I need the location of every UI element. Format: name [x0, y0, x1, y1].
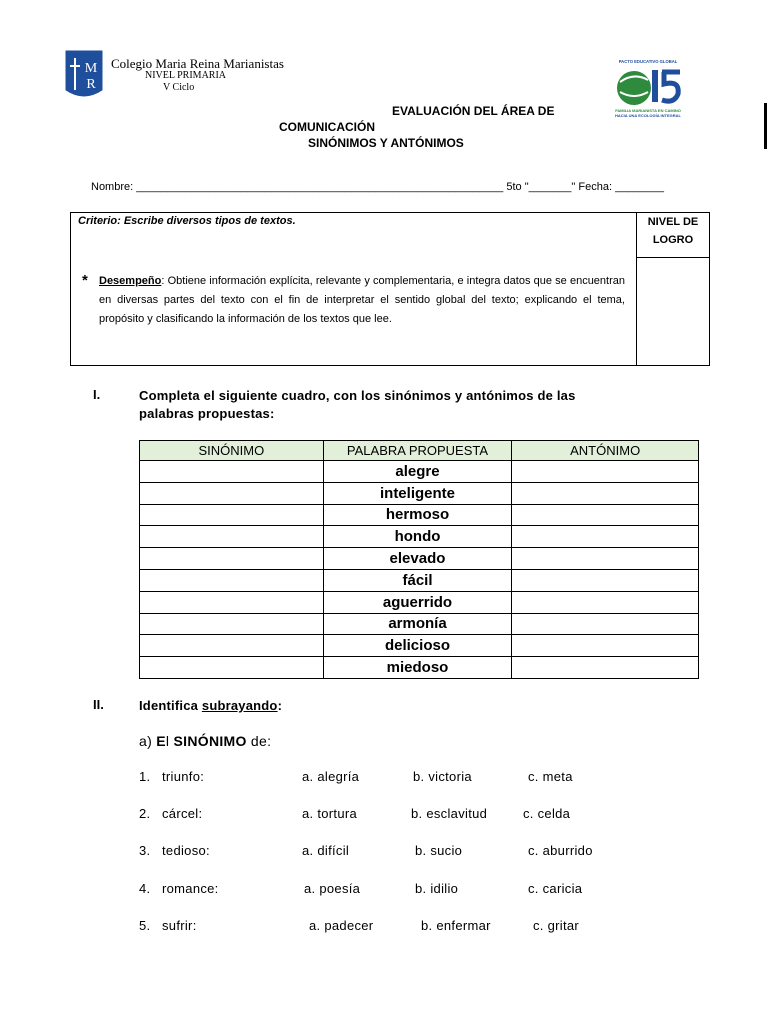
desempeno-text: : Obtiene información explícita, relevante y complementaria, e integra datos que se encuentran en diversas partes del texto con el fin de interpretar el sentido global del texto; explicando el tema, propósito y clasificando la información de los textos que lee. [99, 275, 625, 325]
table-row [140, 657, 699, 679]
question-number: 5. [139, 918, 151, 933]
section-2-instruction-text: Identifica [139, 698, 199, 713]
desempeno-paragraph [99, 272, 625, 329]
table-row [140, 569, 699, 591]
proposed-word: alegre [323, 461, 512, 483]
option-a[interactable]: a. tortura [302, 806, 358, 821]
option-b[interactable]: b. esclavitud [411, 806, 488, 821]
option-b[interactable]: b. victoria [413, 769, 472, 784]
antonym-cell[interactable] [512, 504, 699, 526]
criterio-text: Criterio: Escribe diversos tipos de textos. [78, 215, 296, 227]
section-2-instruction-underlined: subrayando [201, 698, 278, 713]
part-a-l: l [165, 733, 170, 749]
part-a-heading [139, 733, 271, 749]
table-row [140, 548, 699, 570]
antonym-cell[interactable] [512, 635, 699, 657]
logo-letter-r: R [86, 77, 96, 92]
question-word: romance: [162, 881, 219, 896]
question-word: cárcel: [162, 806, 203, 821]
synonym-cell[interactable] [140, 613, 324, 635]
synonym-cell[interactable] [140, 548, 324, 570]
option-a[interactable]: a. padecer [309, 918, 374, 933]
table-row [140, 591, 699, 613]
section-1-instruction-line-2: palabras propuestas: [139, 406, 275, 421]
synonym-cell[interactable] [140, 657, 324, 679]
proposed-word: fácil [323, 569, 512, 591]
table-row [140, 482, 699, 504]
school-cycle: V Ciclo [163, 82, 195, 93]
logo-letter-m: M [84, 61, 98, 76]
section-2-number: II. [93, 697, 104, 712]
table-row [140, 504, 699, 526]
table-row [140, 461, 699, 483]
antonym-cell[interactable] [512, 548, 699, 570]
student-info-line: Nombre: ____________________________________________________________ 5to "_______" Fecha: ________ [91, 181, 665, 193]
pacto-educativo-logo [608, 58, 688, 120]
option-b[interactable]: b. enfermar [421, 918, 491, 933]
part-a-rest: de: [250, 733, 272, 749]
school-level: NIVEL PRIMARIA [145, 70, 227, 81]
part-a-e: E [156, 733, 166, 749]
logo-caption-bottom: HACIA UNA ECOLOGÍA INTEGRAL [615, 113, 681, 118]
proposed-word: hondo [323, 526, 512, 548]
option-a[interactable]: a. poesía [304, 881, 361, 896]
antonym-cell[interactable] [512, 461, 699, 483]
synonym-cell[interactable] [140, 635, 324, 657]
header-sinonimo: SINÓNIMO [140, 441, 324, 461]
desempeno-label: Desempeño [99, 275, 162, 287]
school-logo [65, 50, 103, 100]
title-line-3: SINÓNIMOS Y ANTÓNIMOS [308, 136, 464, 150]
option-a[interactable]: a. alegría [302, 769, 360, 784]
nivel-logro-header: NIVEL DE LOGRO [647, 216, 699, 246]
option-c[interactable]: c. caricia [528, 881, 583, 896]
antonym-cell[interactable] [512, 482, 699, 504]
question-word: triunfo: [162, 769, 205, 784]
synonym-cell[interactable] [140, 482, 324, 504]
title-line-2: COMUNICACIÓN [279, 120, 375, 134]
part-a-prefix: a) [139, 733, 153, 749]
table-header-row [140, 441, 699, 461]
school-name: Colegio Maria Reina Marianistas [111, 56, 284, 71]
criteria-divider-horizontal [636, 257, 710, 258]
option-b[interactable]: b. idilio [415, 881, 459, 896]
question-number: 2. [139, 806, 151, 821]
table-row [140, 613, 699, 635]
proposed-word: hermoso [323, 504, 512, 526]
synonym-cell[interactable] [140, 504, 324, 526]
synonym-cell[interactable] [140, 591, 324, 613]
margin-bar [764, 103, 767, 149]
question-number: 3. [139, 843, 151, 858]
antonym-cell[interactable] [512, 569, 699, 591]
option-c[interactable]: c. gritar [533, 918, 580, 933]
option-c[interactable]: c. celda [523, 806, 571, 821]
antonym-cell[interactable] [512, 657, 699, 679]
antonym-cell[interactable] [512, 526, 699, 548]
synonym-cell[interactable] [140, 461, 324, 483]
logo-caption-top: PACTO EDUCATIVO GLOBAL [618, 59, 678, 64]
proposed-word: inteligente [323, 482, 512, 504]
synonym-cell[interactable] [140, 569, 324, 591]
section-1-instruction-line-1: Completa el siguiente cuadro, con los sinónimos y antónimos de las [139, 388, 576, 403]
title-line-1: EVALUACIÓN DEL ÁREA DE [392, 104, 555, 118]
antonym-cell[interactable] [512, 613, 699, 635]
option-c[interactable]: c. meta [528, 769, 573, 784]
option-b[interactable]: b. sucio [415, 843, 463, 858]
proposed-word: elevado [323, 548, 512, 570]
table-row [140, 526, 699, 548]
logo-caption-middle: FAMILIA MARIANISTA EN CAMINO [615, 108, 681, 113]
header-antonimo: ANTÓNIMO [512, 441, 699, 461]
option-c[interactable]: c. aburrido [528, 843, 593, 858]
table-row [140, 635, 699, 657]
question-number: 4. [139, 881, 151, 896]
header-palabra-propuesta: PALABRA PROPUESTA [323, 441, 512, 461]
part-a-sinonimo: SINÓNIMO [173, 733, 247, 749]
section-1-number: I. [93, 387, 101, 402]
criteria-divider-vertical [636, 212, 637, 366]
question-number: 1. [139, 769, 151, 784]
question-word: tedioso: [162, 843, 210, 858]
section-2-instruction-colon: : [277, 698, 283, 713]
synonyms-antonyms-table [139, 440, 699, 679]
proposed-word: armonía [323, 613, 512, 635]
proposed-word: delicioso [323, 635, 512, 657]
synonym-cell[interactable] [140, 526, 324, 548]
option-a[interactable]: a. difícil [302, 843, 350, 858]
antonym-cell[interactable] [512, 591, 699, 613]
proposed-word: aguerrido [323, 591, 512, 613]
section-2-instruction [139, 697, 282, 715]
bullet-star: * [82, 272, 88, 289]
question-word: sufrir: [162, 918, 197, 933]
proposed-word: miedoso [323, 657, 512, 679]
